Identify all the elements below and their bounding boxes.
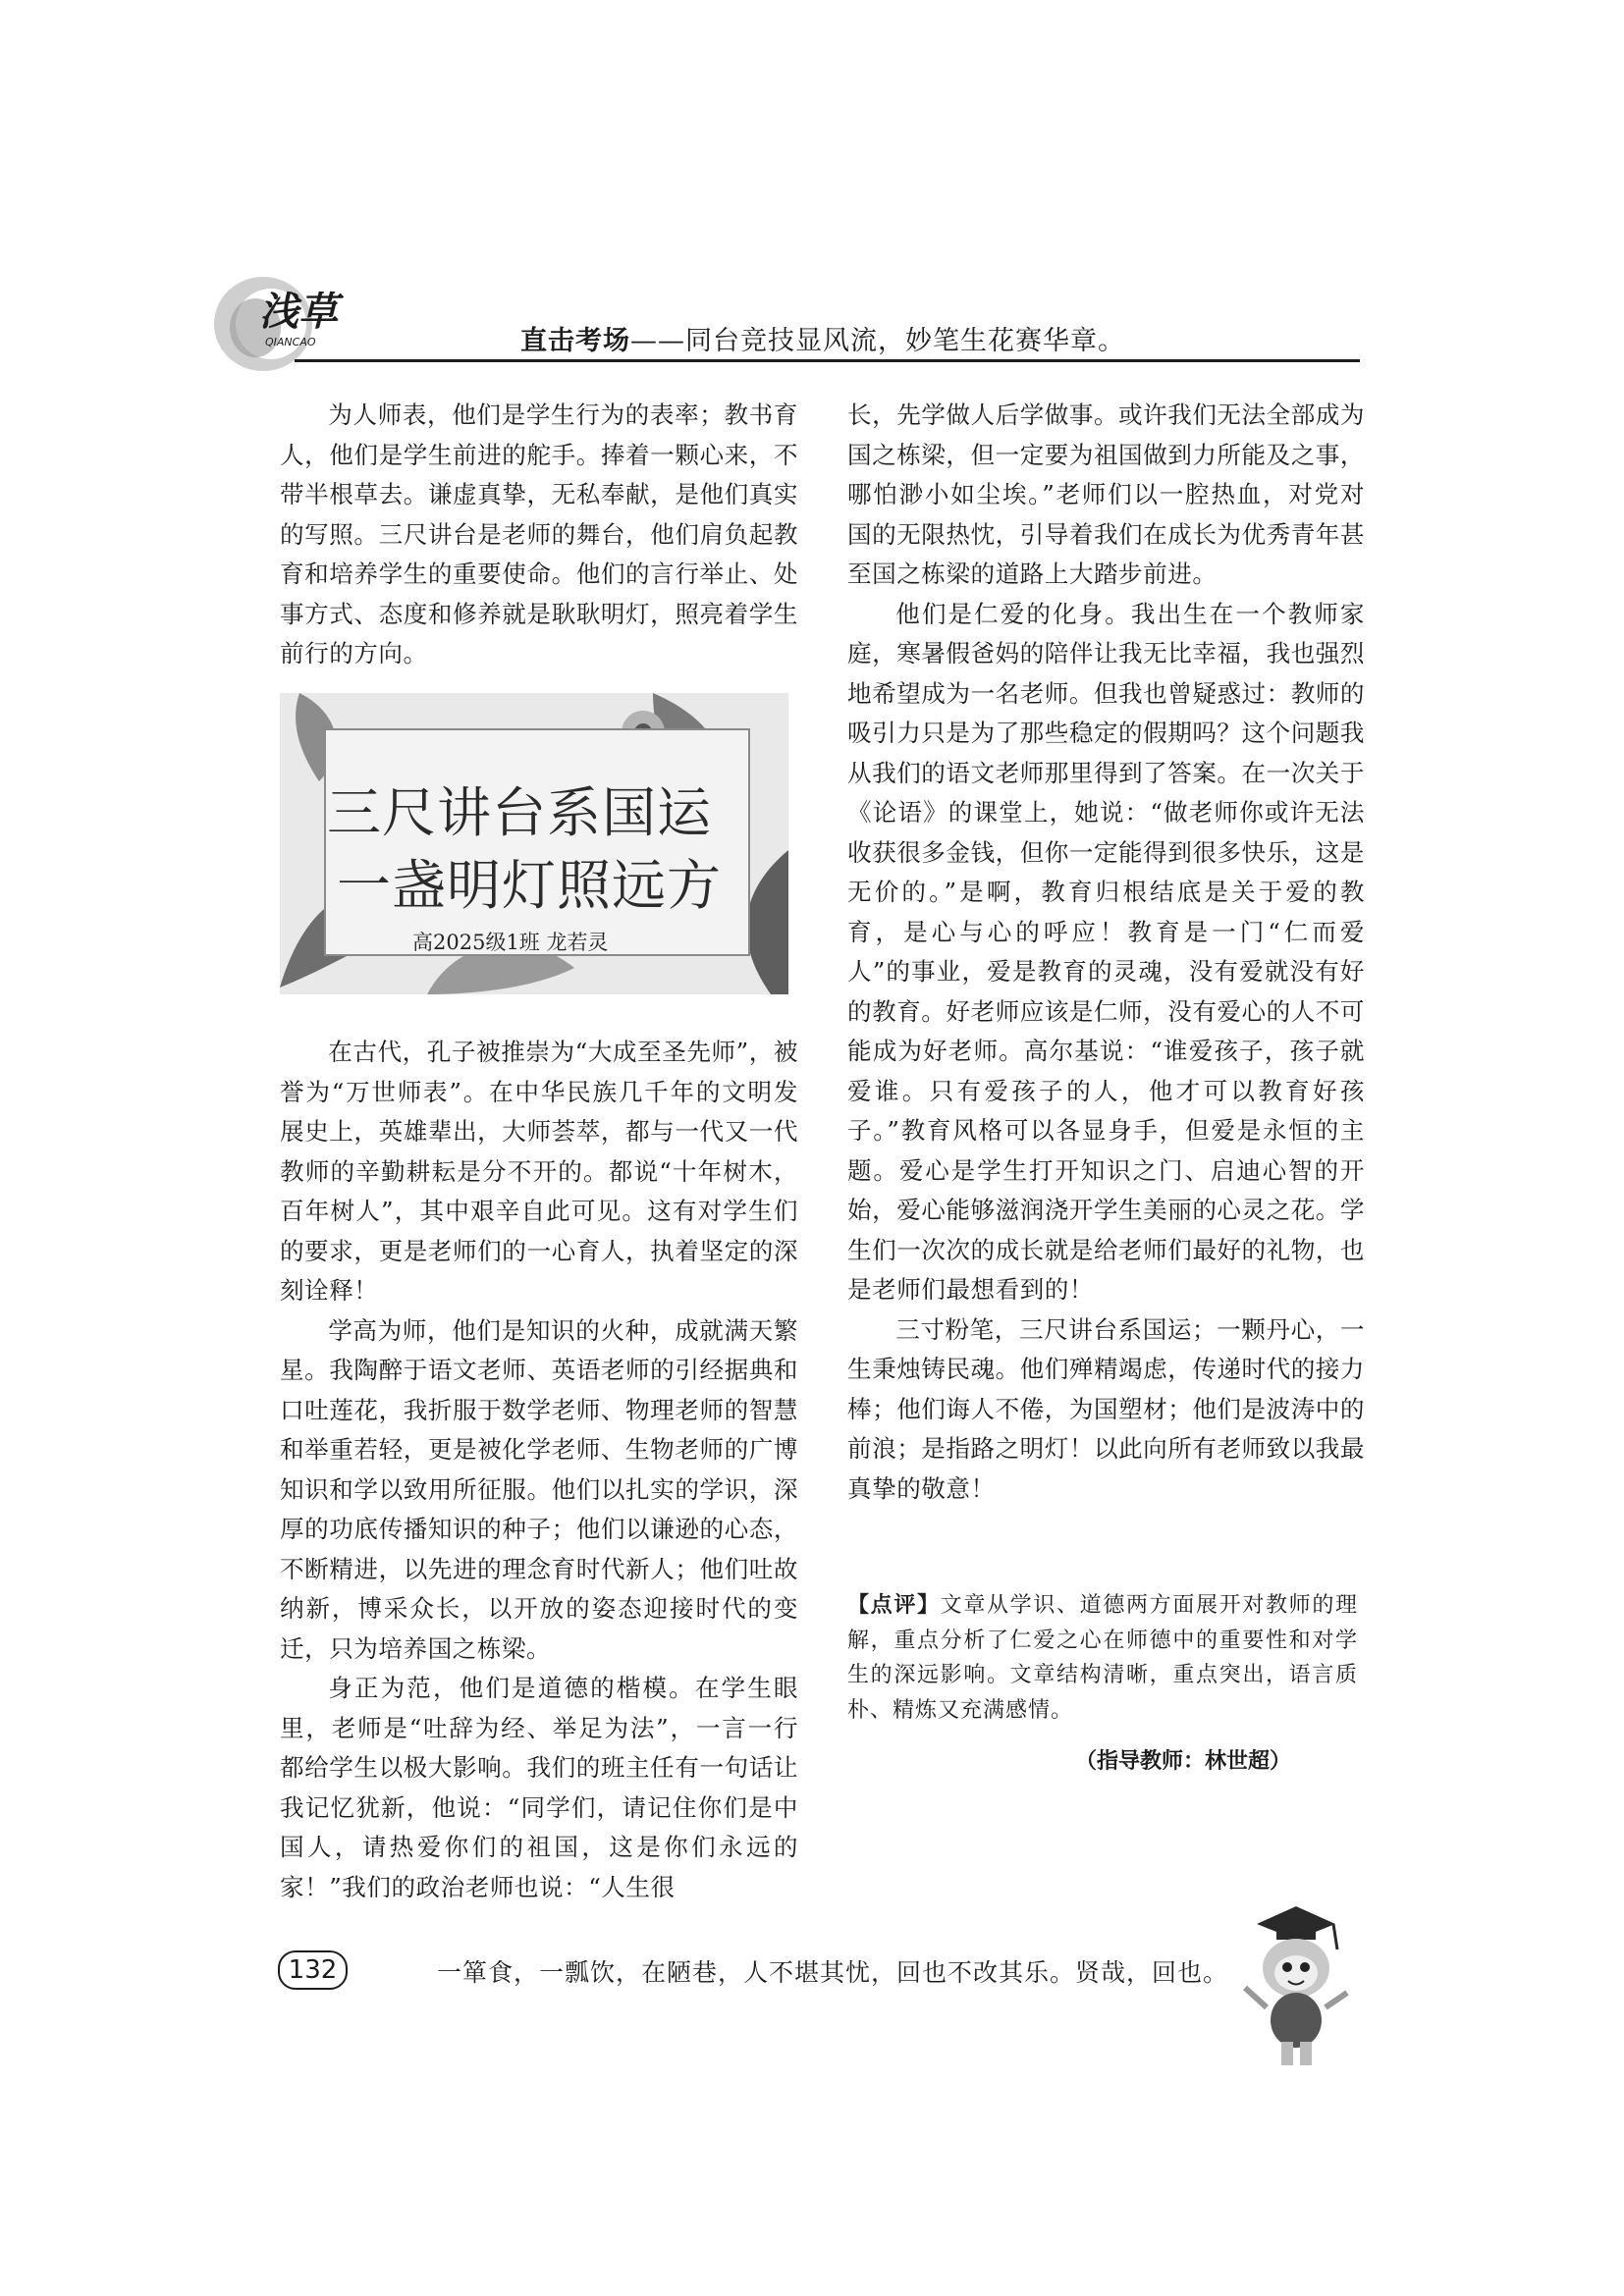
- left-column-top: [280, 396, 798, 674]
- paragraph: 他们是仁爱的化身。我出生在一个教师家庭，寒暑假爸妈的陪伴让我无比幸福，我也强烈地希望成为一名老师。但我也曾疑惑过：教师的吸引力只是为了那些稳定的假期吗？这个问题我从我们的语文老师那里得到了答案。在一次关于《论语》的课堂上，她说：“做老师你或许无法收获很多金钱，但你一定能得到很多快乐，这是无价的。”是啊，教育归根结底是关于爱的教育，是心与心的呼应！教育是一门“仁而爱人”的事业，爱是教育的灵魂，没有爱就没有好的教育。好老师应该是仁师，没有爱心的人不可能成为好老师。高尔基说：“谁爱孩子，孩子就爱谁。只有爱孩子的人，他才可以教育好孩子。”教育风格可以各显身手，但爱是永恒的主题。爱心是学生打开知识之门、启迪心智的开始，爱心能够滋润浇开学生美丽的心灵之花。学生们一次次的成长就是给老师们最好的礼物，也是老师们最想看到的！: [847, 599, 1365, 1304]
- editor-comment: [847, 1588, 1358, 1728]
- article-title-line2: 一盏明灯照远方: [337, 854, 723, 917]
- article-author: 高2025级1班 龙若灵: [412, 931, 609, 954]
- paragraph: 身正为范，他们是道德的楷模。在学生眼里，老师是“吐辞为经、举足为法”，一言一行都给学生以极大影响。我们的班主任有一句话让我记忆犹新，他说：“同学们，请记住你们是中国人，请热爱你们的祖国，这是你们永远的家！”我们的政治老师也说：“人生很: [280, 1674, 798, 1901]
- comment-text: 文章从学识、道德两方面展开对教师的理解，重点分析了仁爱之心在师德中的重要性和对学生的深远影响。文章结构清晰，重点突出，语言质朴、精炼又充满感情。: [847, 1593, 1358, 1723]
- logo-text: 浅草: [259, 290, 338, 335]
- left-column-bottom: [280, 1033, 798, 1907]
- paragraph-continuation: 长，先学做人后学做事。或许我们无法全部成为国之栋梁，但一定要为祖国做到力所能及之事，哪怕渺小如尘埃。”老师们以一腔热血，对党对国的无限热忱，引导着我们在成长为优秀青年甚至国之栋梁的道路上大踏步前进。: [847, 400, 1365, 588]
- article-title-banner: [280, 693, 788, 994]
- section-subtitle: ——同台竞技显风流，妙笔生花赛华章。: [630, 326, 1125, 356]
- right-column: [847, 396, 1365, 1509]
- paragraph: 为人师表，他们是学生行为的表率；教书育人，他们是学生前进的舵手。捧着一颗心来，不带半根草去。谦虚真挚，无私奉献，是他们真实的写照。三尺讲台是老师的舞台，他们肩负起教育和培养学生的重要使命。他们的言行举止、处事方式、态度和修养就是耿耿明灯，照亮着学生前行的方向。: [280, 400, 798, 667]
- comment-label: 【点评】: [847, 1593, 941, 1618]
- paragraph: 学高为师，他们是知识的火种，成就满天繁星。我陶醉于语文老师、英语老师的引经据典和口吐莲花，我折服于数学老师、物理老师的智慧和举重若轻，更是被化学老师、生物老师的广博知识和学以致用所征服。他们以扎实的学识，深厚的功底传播知识的种子；他们以谦逊的心态，不断精进，以先进的理念育时代新人；他们吐故纳新，博采众长，以开放的姿态迎接时代的变迁，只为培养国之栋梁。: [280, 1315, 798, 1663]
- mascot-illustration: [1227, 1895, 1360, 2071]
- header-divider: [295, 359, 1360, 362]
- paragraph: 三寸粉笔，三尺讲台系国运；一颗丹心，一生秉烛铸民魂。他们殚精竭虑，传递时代的接力棒；他们诲人不倦，为国塑材；他们是波涛中的前浪；是指路之明灯！以此向所有老师致以我最真挚的敬意！: [847, 1314, 1365, 1503]
- advisor-credit: （指导教师：林世超）: [1075, 1749, 1292, 1774]
- section-title: 直击考场: [520, 326, 630, 356]
- graduate-monkey-icon: [1227, 1895, 1360, 2071]
- logo-subtext: QIANCAO: [265, 336, 316, 348]
- paragraph: 在古代，孔子被推崇为“大成至圣先师”，被誉为“万世师表”。在中华民族几千年的文明发展史上，英雄辈出，大师荟萃，都与一代又一代教师的辛勤耕耘是分不开的。都说“十年树木，百年树人”，其中艰辛自此可见。这有对学生们的要求，更是老师们的一心育人，执着坚定的深刻诠释！: [280, 1038, 798, 1305]
- article-title-line1: 三尺讲台系国运: [327, 781, 713, 844]
- footer-quote: 一箪食，一瓢饮，在陋巷，人不堪其忧，回也不改其乐。贤哉，回也。: [437, 1958, 1229, 1987]
- page-number: 132: [278, 1950, 348, 1990]
- section-header: [520, 319, 1125, 357]
